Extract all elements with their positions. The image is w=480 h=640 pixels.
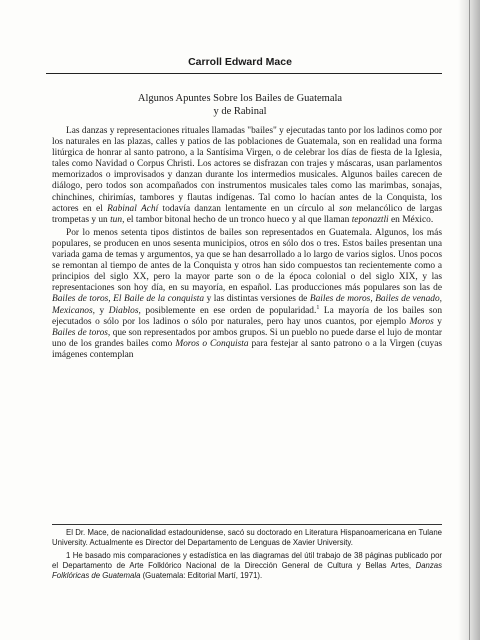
- article-title: [0, 92, 480, 118]
- italic-run: Bailes de toros, El Baile de la conquista: [52, 294, 205, 305]
- footnote-rule: [52, 524, 442, 525]
- text-run: y: [433, 316, 442, 327]
- italic-run: Diablos,: [108, 305, 141, 316]
- text-run: La mayoría de los bailes son ejecutados o sólo por los ladinos o sólo por naturales, pero hay unos cuantos, por ejemplo: [52, 305, 443, 327]
- italic-run: Moros: [409, 316, 434, 327]
- text-run: y: [94, 305, 109, 316]
- italic-run: Bailes de moros, Bailes de venado, Mexicanos,: [52, 294, 442, 316]
- text-run: todavía danzan lentamente en un círculo al: [158, 203, 340, 214]
- text-run: que son representados por ambos grupos. Si un pueblo no puede darse el lujo de montar uno de los grandes bailes como: [52, 327, 442, 349]
- text-run: en México.: [388, 214, 434, 225]
- italic-run: son: [339, 203, 353, 214]
- running-head: Carroll Edward Mace: [188, 56, 292, 68]
- footnotes: [52, 528, 442, 584]
- paragraph-1: [52, 126, 442, 226]
- author-note: El Dr. Mace, de nacionalidad estadounidense, sacó su doctorado en Literatura Hispanoamericana en Tulane University. Actualmente es Director del Departamento de Lenguas de Xavier University.: [52, 528, 442, 547]
- article-title-line-1: Algunos Apuntes Sobre los Bailes de Guatemala: [137, 93, 343, 104]
- text-run: (Guatemala: Editorial Martí, 1971).: [140, 571, 263, 580]
- article-body: [52, 126, 442, 363]
- header-rule: [46, 73, 442, 74]
- italic-run: Danzas Folklóricas de Guatemala: [52, 561, 442, 580]
- footnote-ref-1: 1: [316, 304, 320, 311]
- text-run: , el tambor bitonal hecho de un tronco hueco y al que llaman: [122, 214, 352, 225]
- footnote-1: [52, 551, 442, 581]
- italic-run: tun: [110, 214, 123, 225]
- text-run: melancólico de largas trompetas y un: [52, 203, 442, 225]
- text-run: 1 He basado mis comparaciones y estadística en las diagramas del útil trabajo de 38 páginas publicado por el Departamento de Arte Folklórico Nacional de la Dirección General de Cultura y Bellas Artes,: [52, 551, 442, 570]
- text-run: posiblemente en ese orden de popularidad.: [140, 305, 317, 316]
- italic-run: teponaztli: [351, 214, 389, 225]
- italic-run: Moros o Conquista: [175, 338, 249, 349]
- italic-run: Bailes de toros,: [52, 327, 111, 338]
- text-run: Por lo menos setenta tipos distintos de bailes son representados en Guatemala. Algunos, los más populares, se producen en unos sesenta municipios, otros en sólo dos o tres. Estos bailes presentan una variada gama de temas y argumentos, ya que se han desarrollado a lo largo de varios siglos. Unos pocos se remontan al tiempo de antes de la Conquista y otros han sido compuestos tan recientemente como a principios del siglo XX, pero la mayor parte son o de la época colonial o del siglo XIX, y las representaciones son hoy día, en su mayoría, en español. Las producciones más populares son las de: [52, 227, 442, 294]
- italic-run: Rabinal Achí: [107, 203, 159, 214]
- text-run: Las danzas y representaciones rituales llamadas "bailes" y ejecutadas tanto por los ladinos como por los naturales en las plazas, calles y patios de las poblaciones de Guatemala, son en realidad una forma litúrgica de honrar al santo patrono, a la Santísima Virgen, o de celebrar los días de fiesta de la Iglesia, tales como Navidad o Corpus Christi. Los actores se disfrazan con trajes y máscaras, usan parlamentos memorizados o improvisados y danzan durante los intermedios musicales. Algunos bailes carecen de diálogo, pero todos son acompañados con instrumentos musicales tales como las marimbas, sonajas, chinchines, chirimías, tambores y flautas indígenas. Tal como lo hacían antes de la Conquista, los actores en el: [52, 126, 442, 214]
- paragraph-2: [52, 228, 442, 361]
- text-run: y las distintas versiones de: [204, 294, 310, 305]
- article-title-line-2: y de Rabinal: [213, 106, 267, 117]
- text-run: para festejar al santo patrono o a la Virgen (cuyas imágenes contemplan: [52, 338, 443, 360]
